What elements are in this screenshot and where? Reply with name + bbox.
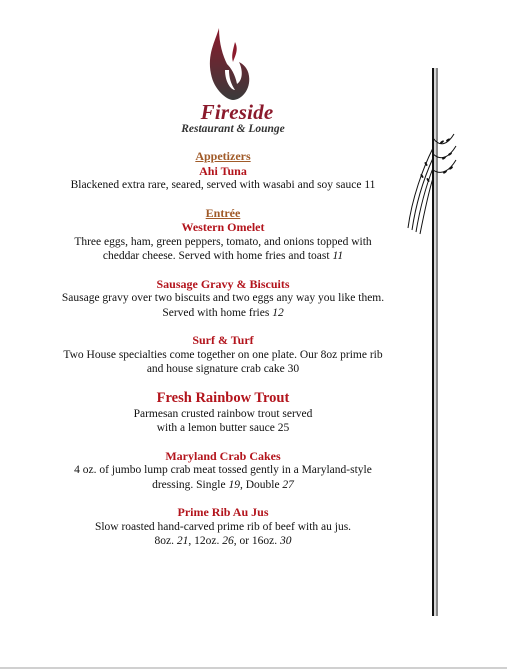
item-description: Slow roasted hand-carved prime rib of beef with au jus. bbox=[94, 520, 352, 533]
item-description-line2: cheddar cheese. Served with home fries and toast 11 bbox=[102, 250, 344, 262]
item-description-line2: 8oz. 21, 12oz. 26, or 16oz. 30 bbox=[154, 535, 292, 547]
item-price-12oz: 26 bbox=[222, 535, 234, 547]
flame-logo-icon bbox=[205, 24, 255, 104]
item-name: Prime Rib Au Jus bbox=[177, 505, 269, 519]
item-description-line2: dressing. Single 19, Double 27 bbox=[152, 478, 294, 491]
item-name: Fresh Rainbow Trout bbox=[156, 389, 290, 406]
item-description: 4 oz. of jumbo lump crab meat tossed gently in a Maryland-style bbox=[74, 464, 372, 476]
item-description-line2: and house signature crab cake 30 bbox=[146, 363, 300, 375]
item-price-double: 27 bbox=[282, 478, 294, 491]
item-name: Ahi Tuna bbox=[199, 163, 247, 178]
item-name: Sausage Gravy & Biscuits bbox=[156, 276, 290, 291]
item-price-single: 19 bbox=[228, 478, 240, 491]
item-description: Parmesan crusted rainbow trout served bbox=[133, 407, 313, 420]
item-name: Surf & Turf bbox=[192, 333, 254, 347]
item-description: Three eggs, ham, green peppers, tomato, and onions topped with bbox=[74, 235, 372, 248]
item-description: Two House specialties come together on one plate. Our 8oz prime rib bbox=[63, 348, 383, 361]
item-description-line2: with a lemon butter sauce 25 bbox=[156, 422, 290, 434]
item-name: Maryland Crab Cakes bbox=[165, 448, 281, 463]
item-price: 11 bbox=[332, 250, 344, 262]
menu-content bbox=[30, 149, 416, 549]
item-description: Blackened extra rare, seared, served with wasabi and soy sauce 11 bbox=[70, 179, 376, 191]
section-title-appetizers: Appetizers bbox=[195, 149, 251, 163]
item-price-8oz: 21 bbox=[176, 535, 189, 547]
item-name: Western Omelet bbox=[181, 220, 265, 234]
item-description: Sausage gravy over two biscuits and two eggs any way you like them. bbox=[61, 292, 385, 304]
restaurant-subtitle: Restaurant & Lounge bbox=[181, 123, 285, 135]
item-description-line2: Served with home fries 12 bbox=[162, 306, 284, 319]
section-title-entree: Entrée bbox=[205, 205, 241, 220]
restaurant-name: Fireside bbox=[200, 100, 274, 124]
item-price-16oz: 30 bbox=[280, 535, 292, 547]
item-price: 12 bbox=[272, 306, 284, 319]
